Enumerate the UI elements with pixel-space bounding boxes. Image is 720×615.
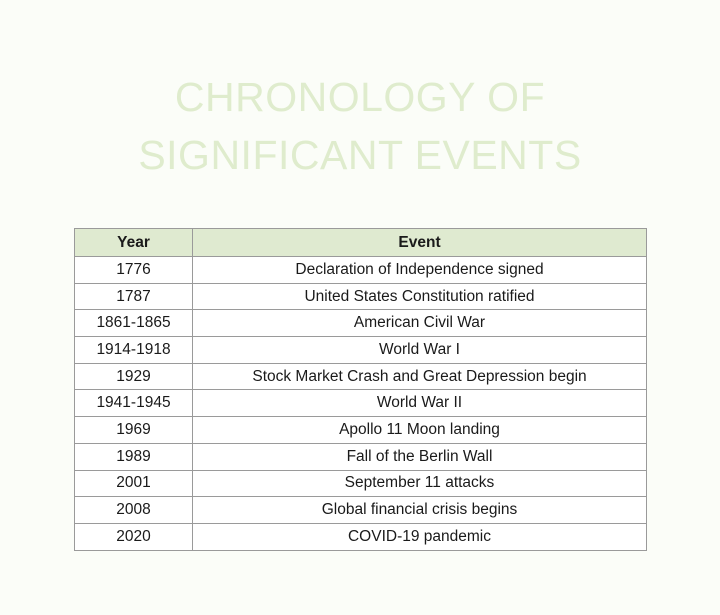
- cell-year: 1776: [75, 257, 193, 284]
- table-row: [75, 390, 647, 417]
- page-title-line-1: CHRONOLOGY OF: [174, 74, 546, 120]
- cell-year: 1989: [75, 443, 193, 470]
- page-title-line-2: SIGNIFICANT EVENTS: [138, 132, 582, 178]
- table-row: [75, 497, 647, 524]
- cell-event: United States Constitution ratified: [193, 283, 647, 310]
- table-row: [75, 443, 647, 470]
- cell-event: Stock Market Crash and Great Depression begin: [193, 363, 647, 390]
- cell-event: Apollo 11 Moon landing: [193, 417, 647, 444]
- cell-event: September 11 attacks: [193, 470, 647, 497]
- cell-year: 1787: [75, 283, 193, 310]
- cell-year: 1941-1945: [75, 390, 193, 417]
- table-row: [75, 363, 647, 390]
- table-row: [75, 337, 647, 364]
- table-row: [75, 310, 647, 337]
- events-table: [74, 228, 647, 551]
- cell-event: Declaration of Independence signed: [193, 257, 647, 284]
- table-row: [75, 470, 647, 497]
- cell-event: Fall of the Berlin Wall: [193, 443, 647, 470]
- table-row: [75, 257, 647, 284]
- column-header-year: Year: [75, 229, 193, 257]
- table-row: [75, 417, 647, 444]
- cell-event: World War I: [193, 337, 647, 364]
- cell-year: 2008: [75, 497, 193, 524]
- cell-year: 1861-1865: [75, 310, 193, 337]
- column-header-event: Event: [193, 229, 647, 257]
- cell-year: 2020: [75, 523, 193, 550]
- events-table-header: [75, 229, 647, 257]
- table-header-row: [75, 229, 647, 257]
- cell-event: American Civil War: [193, 310, 647, 337]
- table-row: [75, 523, 647, 550]
- table-row: [75, 283, 647, 310]
- page-title: [60, 68, 660, 184]
- cell-year: 1969: [75, 417, 193, 444]
- cell-event: COVID-19 pandemic: [193, 523, 647, 550]
- cell-event: Global financial crisis begins: [193, 497, 647, 524]
- cell-year: 2001: [75, 470, 193, 497]
- cell-year: 1914-1918: [75, 337, 193, 364]
- events-table-body: [75, 257, 647, 551]
- cell-year: 1929: [75, 363, 193, 390]
- events-table-container: [74, 228, 646, 551]
- cell-event: World War II: [193, 390, 647, 417]
